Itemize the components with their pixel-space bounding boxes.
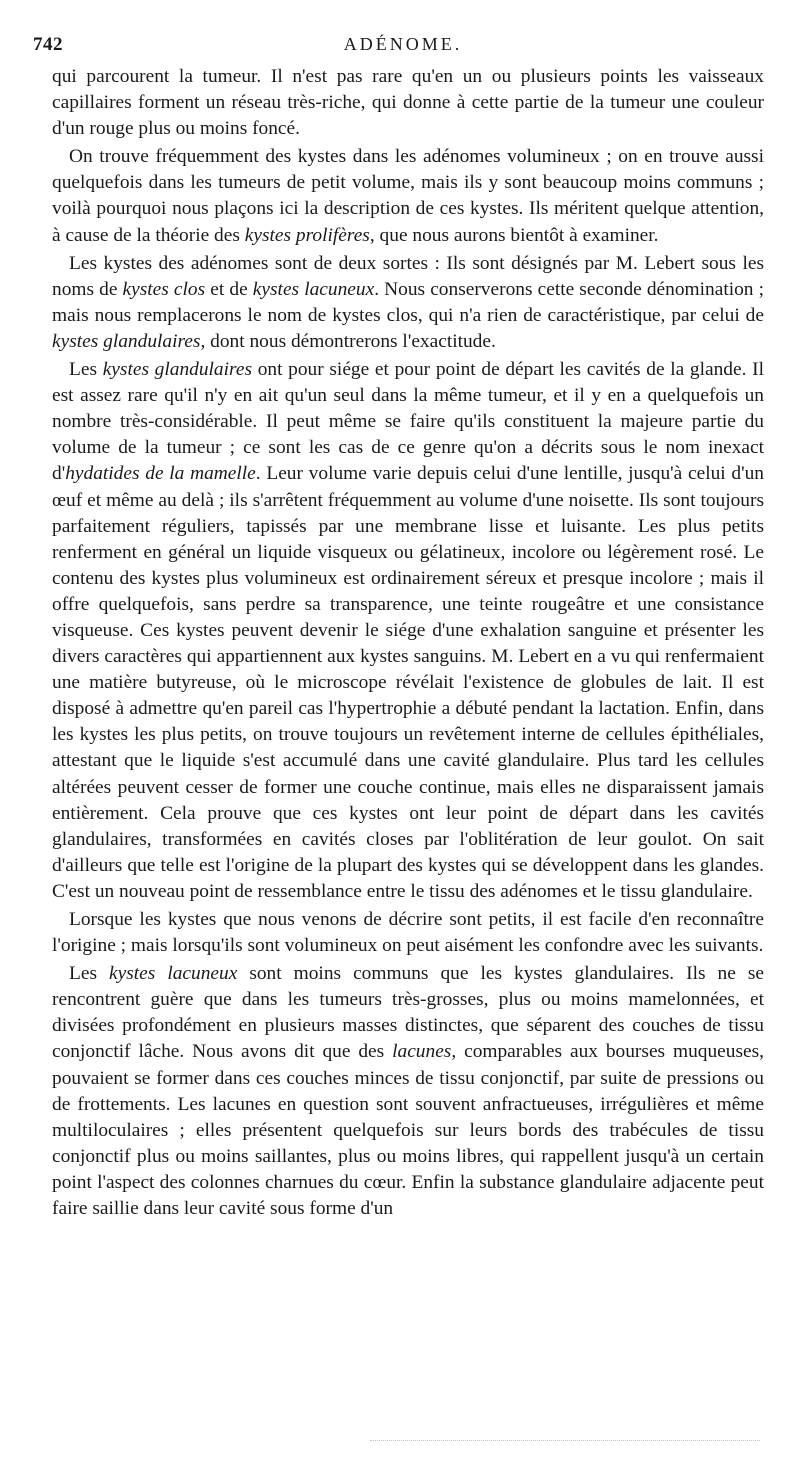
paragraph <box>52 961 764 1222</box>
text-run: et de <box>205 278 253 300</box>
text-run: , comparables aux bourses muqueuses, pouvaient se former dans ces couches minces de tissu conjonctif, par suite de pressions ou de frottements. Les lacunes en question sont souvent anfractueuses, irrégulières et même multiloculaires ; elles présentent quelquefois sur leurs bords des trabécules de tissu conjonctif plus ou moins saillantes, plus ou moins libres, qui rappellent jusqu'à un certain point l'aspect des colonnes charnues du cœur. Enfin la substance glandulaire adjacente peut faire saillie dans leur cavité sous forme d'un <box>52 1041 764 1220</box>
italic-term: lacunes <box>392 1041 452 1063</box>
paragraph <box>52 907 764 959</box>
page-number: 742 <box>33 34 63 55</box>
text-run: Les <box>69 359 103 381</box>
text-run: . Nous conserverons cette seconde dénomination ; mais nous remplacerons le nom de kystes clos, qui n'a rien de caractéristique, par celui de <box>52 278 764 326</box>
italic-term: kystes clos <box>122 278 206 300</box>
italic-term: kystes lacuneux <box>109 963 238 985</box>
text-run: ont pour siége et pour point de départ les cavités de la glande. Il est assez rare qu'il n'y en ait qu'un seul dans la même tumeur, et il y en a quelquefois un nombre très-considérable. Il peut même se faire qu'ils constituent la majeure partie du volume de la tumeur ; ce sont les cas de ce genre qu'on a décrits sous le nom inexact d' <box>52 359 764 485</box>
text-run: , que nous aurons bientôt à examiner. <box>369 224 659 246</box>
italic-term: kystes glandulaires <box>52 330 201 352</box>
text-run: Lorsque les kystes que nous venons de décrire sont petits, il est facile d'en reconnaître l'origine ; mais lorsqu'ils sont volumineux on peut aisément les confondre avec les suivants. <box>52 909 764 957</box>
text-run: sont moins communs que les kystes glandulaires. Ils ne se rencontrent guère que dans les tumeurs très-grosses, plus ou moins mamelonnées, et divisées profondément en plusieurs masses distinctes, que séparent des couches de tissu conjonctif lâche. Nous avons dit que des <box>52 963 764 1063</box>
text-run: . Leur volume varie depuis celui d'une lentille, jusqu'à celui d'un œuf et même au delà ; ils s'arrêtent fréquemment au volume d'une noisette. Ils sont toujours parfaitement réguliers, tapissés par une membrane lisse et luisante. Les plus petits renferment en général un liquide visqueux ou gélatineux, incolore ou légèrement rosé. Le contenu des kystes plus volumineux est ordinairement séreux et presque incolore ; mais il offre quelquefois, sans perdre sa transparence, une teinte rougeâtre et une consistance visqueuse. Ces kystes peuvent devenir le siége d'une exhalation sanguine et présenter les divers caractères qui appartiennent aux kystes sanguins. M. Lebert en a vu qui renfermaient une matière butyreuse, où le microscope révélait l'existence de globules de lait. Il est disposé à admettre qu'en pareil cas l'hypertrophie a débuté pendant la lactation. Enfin, dans les kystes les plus petits, on trouve toujours un revêtement interne de cellules épithéliales, attestant que le liquide s'est accumulé dans une cavité glandulaire. Plus tard les cellules altérées peuvent cesser de former une couche continue, mais elles ne disparaissent jamais entièrement. Cela prouve que ces kystes ont leur point de départ dans les cavités glandulaires, transformées en cavités closes par l'oblitération de leur goulot. On sait d'ailleurs que telle est l'origine de la plupart des kystes qui se développent dans les glandes. C'est un nouveau point de ressemblance entre le tissu des adénomes et le tissu glandulaire. <box>52 463 764 902</box>
paragraph <box>52 144 764 248</box>
text-run: , dont nous démontrerons l'exactitude. <box>200 330 496 352</box>
paragraph <box>52 251 764 355</box>
italic-term: kystes glandulaires <box>102 359 252 381</box>
italic-term: kystes lacuneux <box>252 278 375 300</box>
running-title: ADÉNOME. <box>343 34 463 54</box>
text-run: Les kystes des adénomes sont de deux sortes : Ils sont désignés par M. Lebert sous les noms de <box>52 252 764 300</box>
text-run: On trouve fréquemment des kystes dans les adénomes volumineux ; on en trouve aussi quelquefois dans les tumeurs de petit volume, mais ils y sont beaucoup moins communs ; voilà pourquoi nous plaçons ici la description de ces kystes. Ils méritent quelque attention, à cause de la théorie des <box>52 146 764 246</box>
italic-term: kystes prolifères <box>244 224 370 246</box>
text-run: Les <box>69 963 110 985</box>
footer-marks <box>370 1440 760 1447</box>
paragraph <box>52 64 764 142</box>
text-run: qui parcourent la tumeur. Il n'est pas rare qu'en un ou plusieurs points les vaisseaux capillaires forment un réseau très-riche, qui donne à cette partie de la tumeur une couleur d'un rouge plus ou moins foncé. <box>52 66 764 140</box>
body-text <box>52 64 764 1224</box>
page-header <box>33 34 773 58</box>
paragraph <box>52 357 764 905</box>
italic-term: hydatides de la mamelle <box>65 463 256 485</box>
